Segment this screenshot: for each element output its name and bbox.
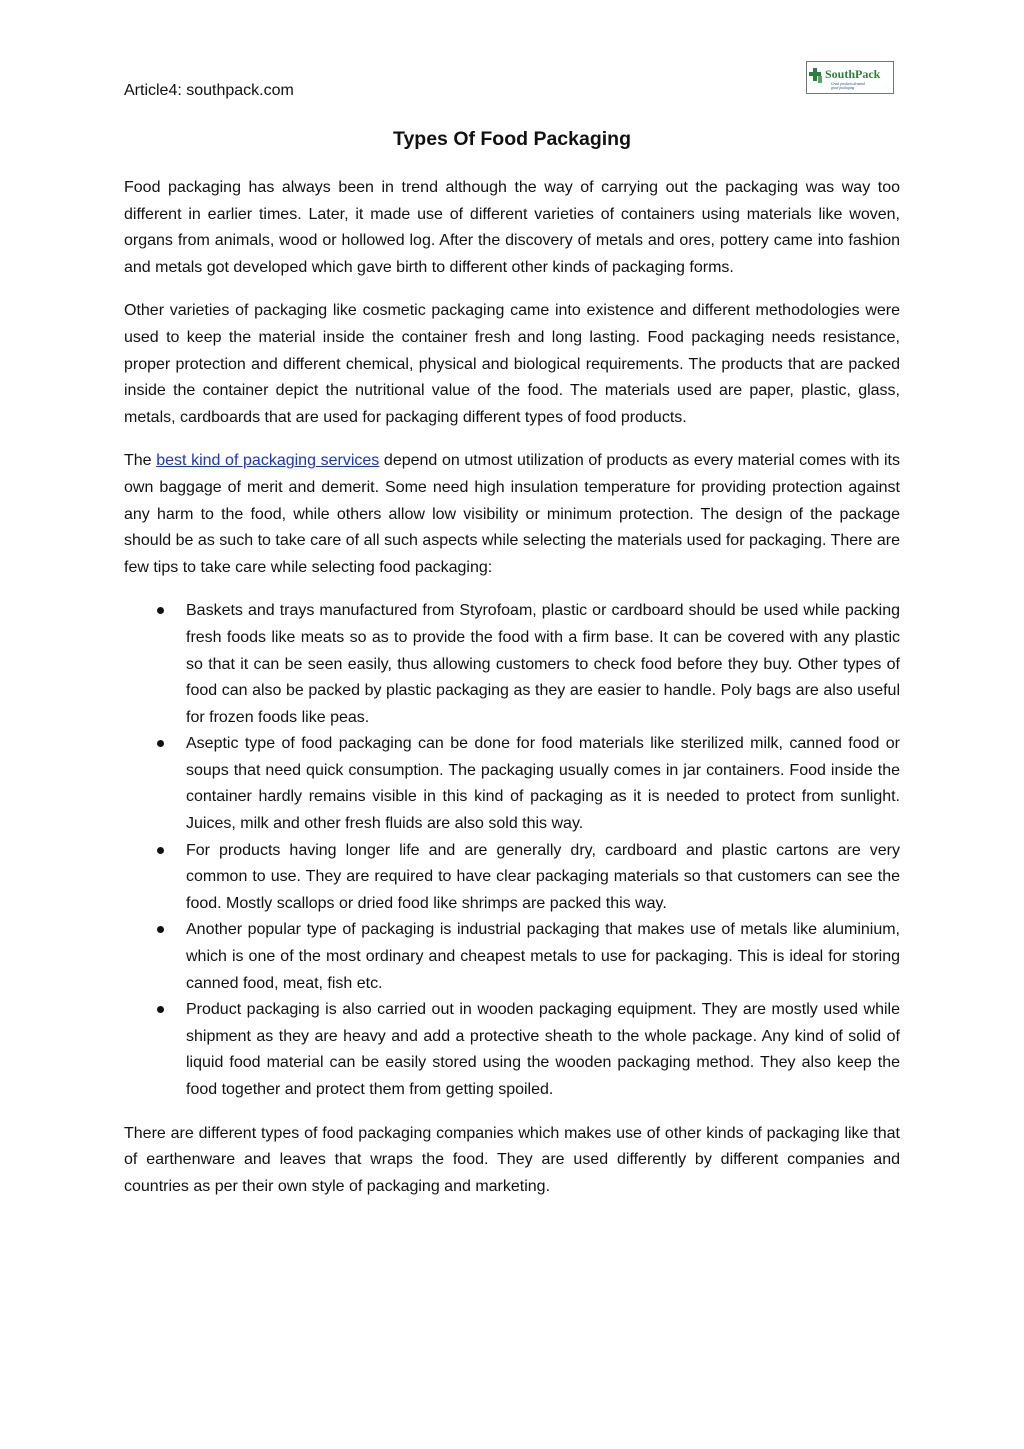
logo-tagline-2: great packaging: [831, 86, 855, 90]
list-item-text: Product packaging is also carried out in wooden packaging equipment. They are mostly used while shipment as they are heavy and add a protective sheath to the whole package. Any kind of solid of liquid food material can be easily stored using the wooden packaging method. They also keep the food together and protect them from getting spoiled.: [186, 1001, 900, 1098]
article-body: [124, 126, 900, 1217]
paragraph-3-suffix: depend on utmost utilization of products as every material comes with its own baggage of merit and demerit. Some need high insulation temperature for providing protection against any harm to the food, while others allow low visibility or minimum protection. The design of the package should be as such to take care of all such aspects while selecting the materials used for packaging. There are few tips to take care while selecting food packaging:: [124, 452, 901, 576]
bullet-dot-icon: [157, 607, 164, 614]
bullet-dot-icon: [157, 740, 164, 747]
bullet-dot-icon: [157, 926, 164, 933]
bullet-dot-icon: [157, 847, 164, 854]
paragraph-1: Food packaging has always been in trend although the way of carrying out the packaging was way too different in earlier times. Later, it made use of different varieties of containers using materials like woven, organs from animals, wood or hollowed log. After the discovery of metals and ores, pottery came into fashion and metals got developed which gave birth to different other kinds of packaging forms.: [124, 179, 900, 276]
list-item-text: Baskets and trays manufactured from Styrofoam, plastic or cardboard should be used while packing fresh foods like meats so as to provide the food with a firm base. It can be covered with any plastic so that it can be seen easily, thus allowing customers to check food before they buy. Other types of food can also be packed by plastic packaging as they are easier to handle. Poly bags are also useful for frozen foods like peas.: [186, 602, 900, 726]
list-item: [124, 598, 900, 731]
paragraph-3: [124, 448, 900, 581]
list-item: [124, 731, 900, 837]
list-item-text: Aseptic type of food packaging can be done for food materials like sterilized milk, canned food or soups that need quick consumption. The packaging usually comes in jar containers. Food inside the container hardly remains visible in this kind of packaging as it is needed to protect from sunlight. Juices, milk and other fresh fluids are also sold this way.: [186, 735, 900, 833]
southpack-logo-icon: [807, 62, 893, 93]
paragraph-4: There are different types of food packaging companies which makes use of other kinds of packaging like that of earthenware and leaves that wraps the food. They are used differently by different companies and countries as per their own style of packaging and marketing.: [124, 1124, 900, 1195]
paragraph-2: Other varieties of packaging like cosmetic packaging came into existence and different methodologies were used to keep the material inside the container fresh and long lasting. Food packaging needs resistance, proper protection and different chemical, physical and biological requirements. The products that are packed inside the container depict the nutritional value of the food. The materials used are paper, plastic, glass, metals, cardboards that are used for packaging different types of food products.: [124, 302, 900, 426]
article-label: Article4: southpack.com: [124, 82, 294, 99]
paragraph-3-prefix: The: [124, 452, 157, 470]
list-item-text: For products having longer life and are generally dry, cardboard and plastic cartons are very common to use. They are required to have clear packaging materials so that customers can see the food. Mostly scallops or dried food like shrimps are packed this way.: [186, 841, 900, 912]
southpack-logo: [806, 61, 894, 94]
list-item: [124, 917, 900, 997]
packaging-services-link[interactable]: best kind of packaging services: [156, 452, 380, 470]
list-item: [124, 997, 900, 1103]
tips-list: [124, 598, 900, 1103]
bullet-dot-icon: [157, 1006, 164, 1013]
list-item: [124, 838, 900, 918]
logo-tagline-1: Great products demand: [831, 82, 865, 86]
logo-text: SouthPack: [825, 67, 881, 81]
article-title: Types Of Food Packaging: [392, 128, 631, 150]
list-item-text: Another popular type of packaging is industrial packaging that makes use of metals like aluminium, which is one of the most ordinary and cheapest metals to use for packaging. This is ideal for storing canned food, meat, fish etc.: [186, 921, 900, 992]
